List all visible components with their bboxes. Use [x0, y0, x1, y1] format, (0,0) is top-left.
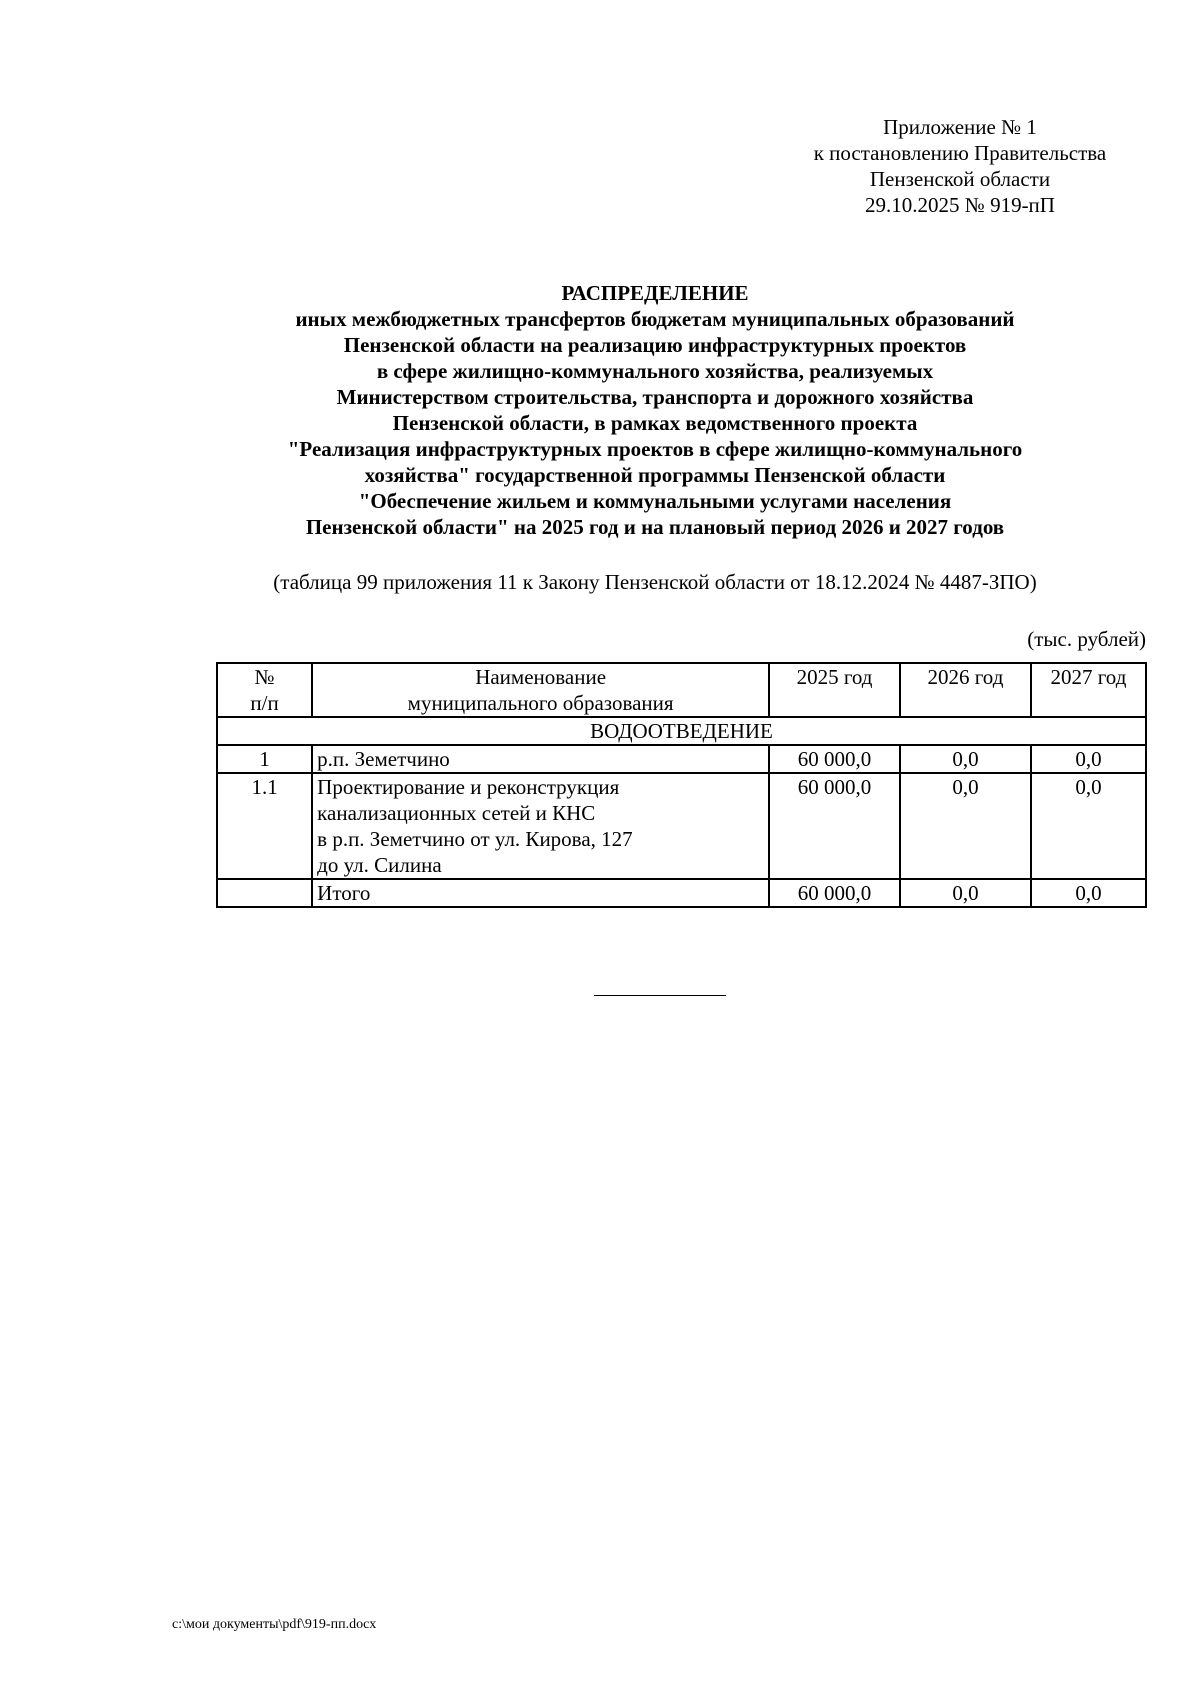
total-value-2027: 0,0 [1031, 879, 1146, 907]
title-line: иных межбюджетных трансфертов бюджетам муниципальных образований [295, 307, 1015, 331]
title-line: Пензенской области" на 2025 год и на плановый период 2026 и 2027 годов [305, 515, 1005, 539]
header-number-line: № [254, 665, 275, 689]
table-total-row [217, 879, 1146, 907]
row-name-line: Проектирование и реконструкция [317, 775, 620, 799]
header-name [312, 663, 769, 717]
title-line: "Обеспечение жильем и коммунальными услугами населения [358, 489, 952, 513]
total-value-2025: 60 000,0 [769, 879, 900, 907]
row-value-2027: 0,0 [1031, 745, 1146, 773]
appendix-number: Приложение № 1 [883, 115, 1037, 139]
appendix-reference: к постановлению Правительства [813, 141, 1107, 165]
appendix-region: Пензенской области [869, 167, 1051, 191]
row-value-2027: 0,0 [1031, 773, 1146, 879]
header-2027: 2027 год [1031, 663, 1146, 717]
row-name-line: до ул. Силина [317, 853, 442, 877]
row-value-2025: 60 000,0 [769, 773, 900, 879]
title-line: "Реализация инфраструктурных проектов в сфере жилищно-коммунального [287, 437, 1023, 461]
row-number: 1.1 [217, 773, 312, 879]
document-title [200, 280, 1110, 540]
appendix-date-number: 29.10.2025 № 919-пП [865, 193, 1055, 217]
row-name-line: канализационных сетей и КНС [317, 801, 596, 825]
section-title: ВОДООТВЕДЕНИЕ [217, 717, 1146, 745]
title-line: Министерством строительства, транспорта и дорожного хозяйства [336, 385, 974, 409]
table-header-row [217, 663, 1146, 717]
row-name-line: Итого [317, 881, 371, 905]
row-name [312, 745, 769, 773]
row-name [312, 879, 769, 907]
appendix-block [780, 114, 1140, 218]
total-value-2026: 0,0 [900, 879, 1031, 907]
units-label: (тыс. рублей) [1027, 627, 1146, 651]
header-2026: 2026 год [900, 663, 1031, 717]
header-name-line: муниципального образования [407, 691, 674, 715]
title-heading: РАСПРЕДЕЛЕНИЕ [561, 281, 749, 305]
row-number: 1 [217, 745, 312, 773]
title-line: в сфере жилищно-коммунального хозяйства, реализуемых [376, 359, 934, 383]
table-row [217, 773, 1146, 879]
document-subtitle: (таблица 99 приложения 11 к Закону Пензенской области от 18.12.2024 № 4487-ЗПО) [273, 570, 1037, 594]
table-row [217, 745, 1146, 773]
table-section-row [217, 717, 1146, 745]
row-value-2025: 60 000,0 [769, 745, 900, 773]
distribution-table [216, 662, 1147, 908]
row-name-line: в р.п. Земетчино от ул. Кирова, 127 [317, 827, 633, 851]
row-number [217, 879, 312, 907]
header-number-line: п/п [250, 691, 279, 715]
title-line: хозяйства" государственной программы Пензенской области [364, 463, 946, 487]
end-separator-line [594, 995, 726, 996]
file-path-footer: c:\мои документы\pdf\919-пп.docx [172, 1617, 377, 1632]
row-name [312, 773, 769, 879]
row-name-line: р.п. Земетчино [317, 747, 450, 771]
header-number [217, 663, 312, 717]
title-line: Пензенской области на реализацию инфраструктурных проектов [343, 333, 967, 357]
row-value-2026: 0,0 [900, 745, 1031, 773]
header-name-line: Наименование [475, 665, 607, 689]
header-2025: 2025 год [769, 663, 900, 717]
row-value-2026: 0,0 [900, 773, 1031, 879]
title-line: Пензенской области, в рамках ведомственного проекта [392, 411, 918, 435]
